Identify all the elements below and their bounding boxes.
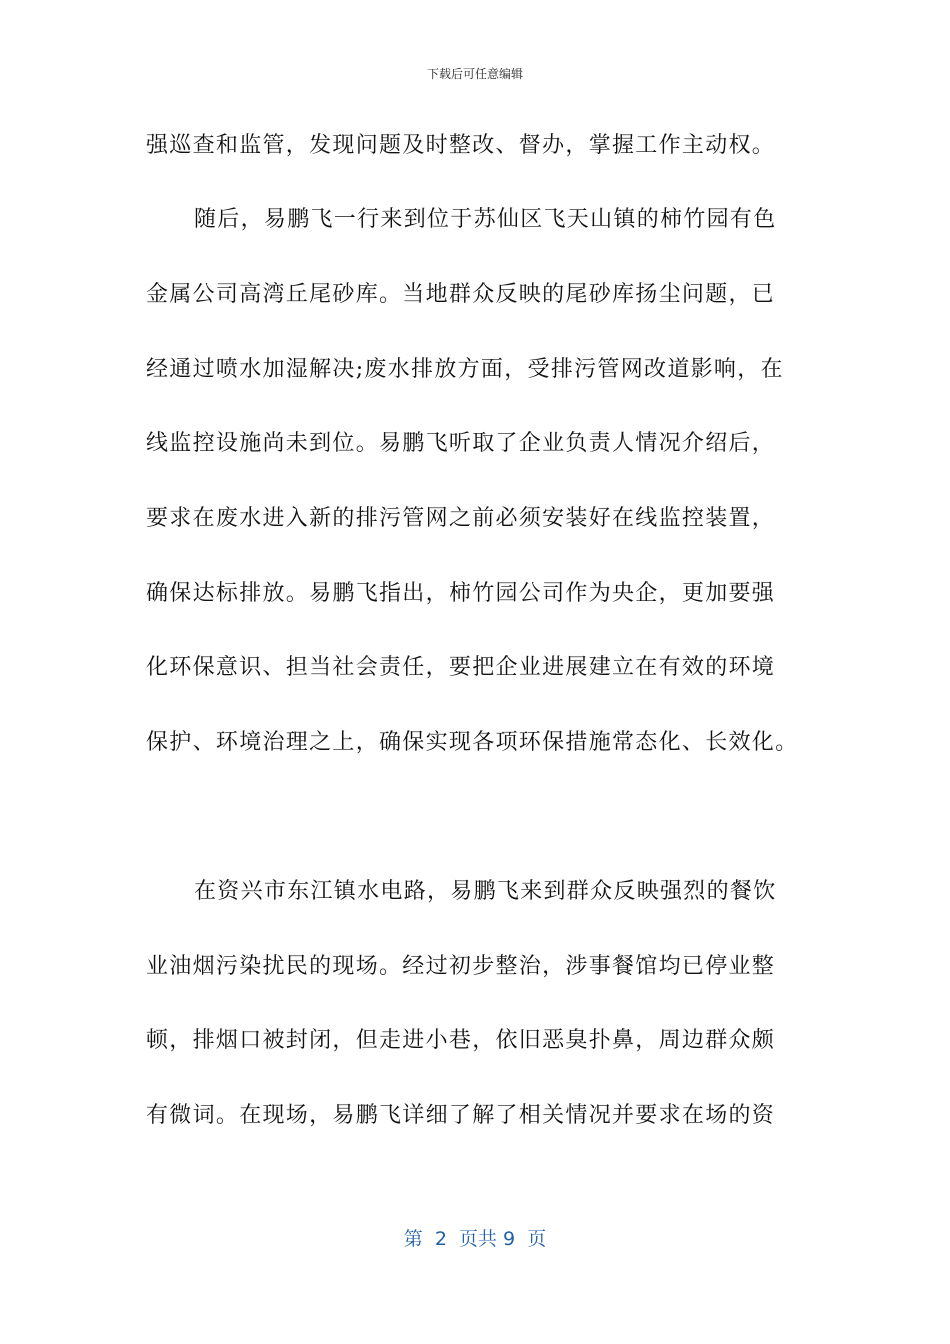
text-line-2: 随后，易鹏飞一行来到位于苏仙区飞天山镇的柿竹园有色 bbox=[194, 207, 777, 232]
text-line-6: 要求在废水进入新的排污管网之前必须安装好在线监控装置， bbox=[146, 506, 776, 531]
text-line-10: 在资兴市东江镇水电路，易鹏飞来到群众反映强烈的餐饮 bbox=[194, 879, 777, 904]
text-line-4: 经通过喷水加湿解决;废水排放方面，受排污管网改道影响，在 bbox=[146, 357, 784, 382]
text-line-5: 线监控设施尚未到位。易鹏飞听取了企业负责人情况介绍后， bbox=[146, 431, 776, 456]
text-line-7: 确保达标排放。易鹏飞指出，柿竹园公司作为央企，更加要强 bbox=[146, 581, 776, 606]
page-number-footer: 第 2 页共 9 页 bbox=[403, 1228, 547, 1250]
text-line-9: 保护、环境治理之上，确保实现各项环保措施常态化、长效化。 bbox=[146, 730, 799, 755]
text-line-8: 化环保意识、担当社会责任，要把企业进展建立在有效的环境 bbox=[146, 655, 776, 680]
page-header-note: 下载后可任意编辑 bbox=[426, 67, 523, 81]
text-line-11: 业油烟污染扰民的现场。经过初步整治，涉事餐馆均已停业整 bbox=[146, 954, 776, 979]
text-line-12: 顿，排烟口被封闭，但走进小巷，依旧恶臭扑鼻，周边群众颇 bbox=[146, 1028, 776, 1053]
text-line-1: 强巡查和监管，发现问题及时整改、督办，掌握工作主动权。 bbox=[146, 133, 776, 158]
text-line-3: 金属公司高湾丘尾砂库。当地群众反映的尾砂库扬尘问题，已 bbox=[146, 282, 776, 307]
text-line-13: 有微词。在现场，易鹏飞详细了解了相关情况并要求在场的资 bbox=[146, 1103, 776, 1128]
